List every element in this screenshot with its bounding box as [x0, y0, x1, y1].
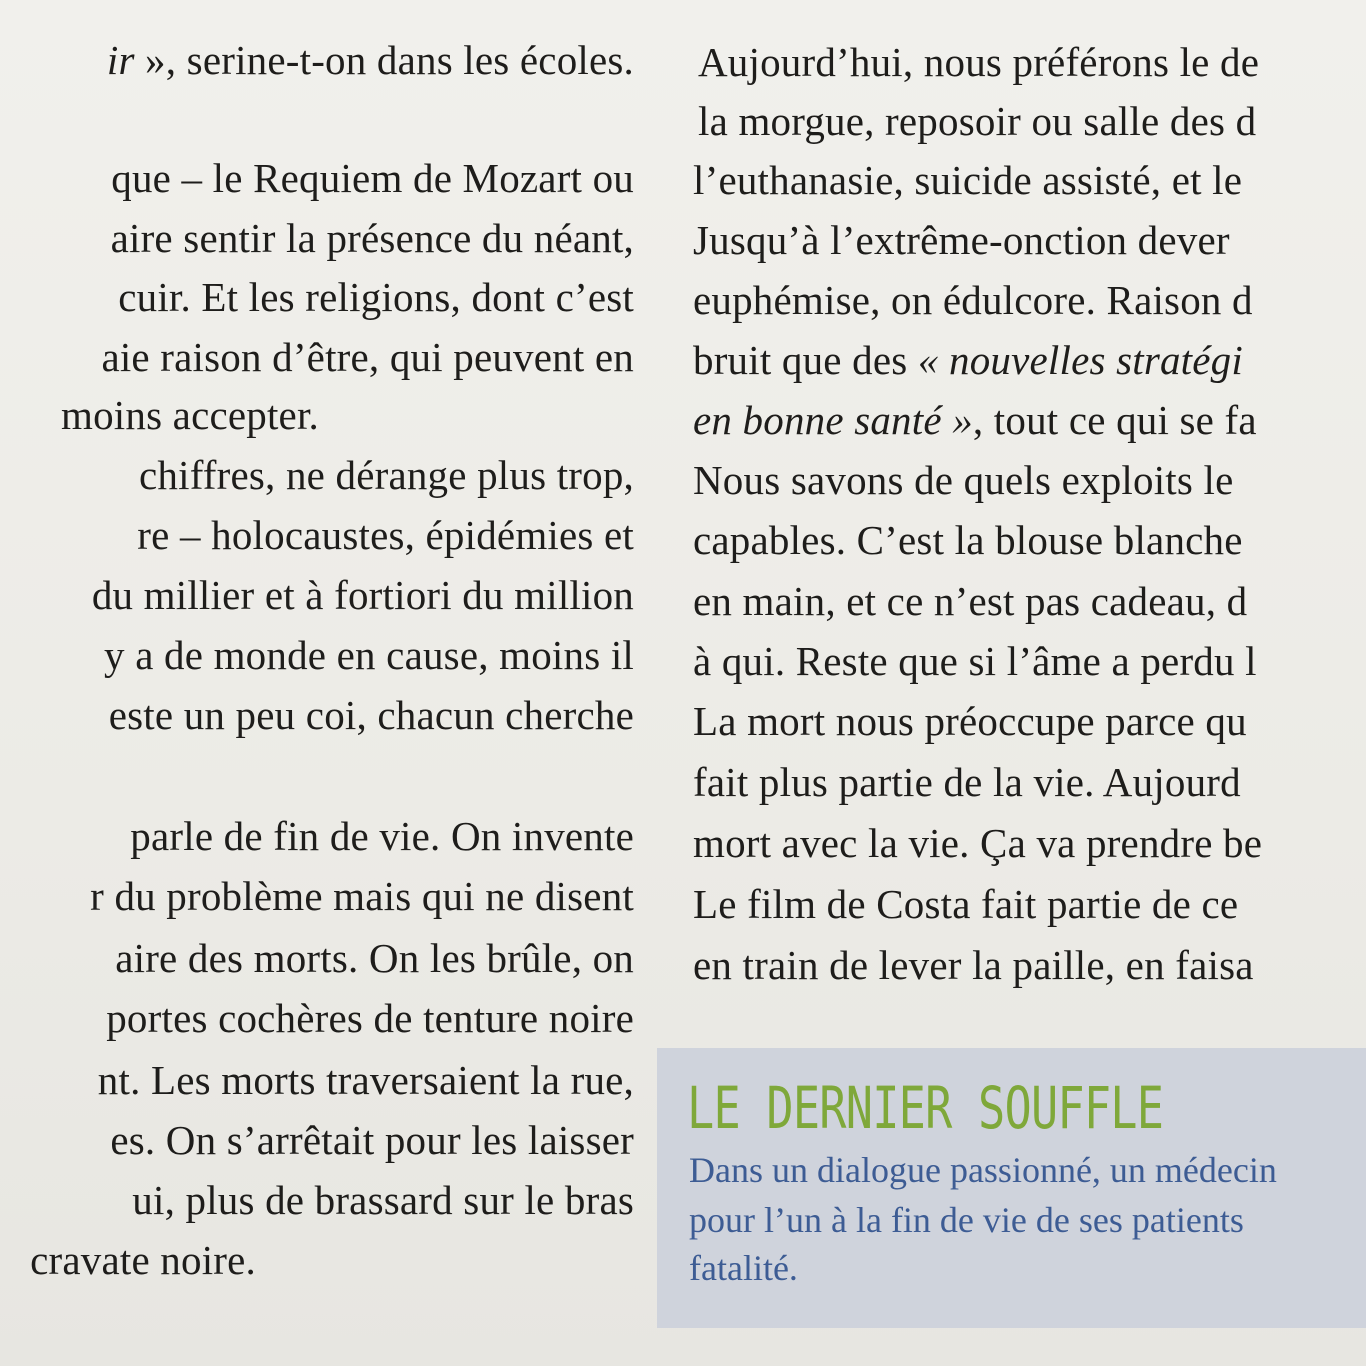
- right-line-8: Nous savons de quels exploits le: [693, 457, 1234, 503]
- left-line-15: portes cochères de tenture noire: [106, 995, 634, 1041]
- left-line-9: du millier et à fortiori du million: [91, 572, 634, 618]
- left-line-1: ir », serine-t-on dans les écoles.: [106, 37, 634, 83]
- sidebox-line-2: pour l’un à la fin de vie de ses patients: [689, 1200, 1244, 1240]
- right-line-2: la morgue, reposoir ou salle des d: [698, 98, 1257, 144]
- left-line-16: nt. Les morts traversaient la rue,: [97, 1057, 634, 1103]
- left-line-7: chiffres, ne dérange plus trop,: [139, 452, 634, 498]
- sidebox-line-1: Dans un dialogue passionné, un médecin: [689, 1150, 1277, 1190]
- right-line-3: l’euthanasie, suicide assisté, et le: [693, 157, 1243, 203]
- right-line-5: euphémise, on édulcore. Raison d: [693, 277, 1253, 323]
- left-line-4: cuir. Et les religions, dont c’est: [118, 274, 634, 320]
- right-line-14: mort avec la vie. Ça va prendre be: [693, 820, 1263, 866]
- left-line-19: cravate noire.: [30, 1237, 256, 1283]
- left-line-18: ui, plus de brassard sur le bras: [132, 1177, 634, 1223]
- right-line-15: Le film de Costa fait partie de ce: [693, 881, 1239, 927]
- left-line-10: y a de monde en cause, moins il: [104, 632, 634, 678]
- sidebox-line-3: fatalité.: [689, 1248, 798, 1288]
- left-line-14: aire des morts. On les brûle, on: [115, 935, 634, 981]
- right-line-12: La mort nous préoccupe parce qu: [693, 698, 1247, 744]
- left-line-13: r du problème mais qui ne disent: [90, 873, 634, 919]
- left-line-2: que – le Requiem de Mozart ou: [111, 155, 634, 201]
- film-sidebox: [657, 1048, 1366, 1328]
- right-line-11: à qui. Reste que si l’âme a perdu l: [693, 638, 1257, 684]
- right-line-4: Jusqu’à l’extrême-onction dever: [693, 217, 1230, 263]
- left-line-5: aie raison d’être, qui peuvent en: [101, 334, 634, 380]
- left-line-8: re – holocaustes, épidémies et: [137, 512, 634, 558]
- left-line-11: este un peu coi, chacun cherche: [108, 692, 634, 738]
- sidebox-title: LE DERNIER SOUFFLE: [687, 1074, 1164, 1142]
- right-line-16: en train de lever la paille, en faisa: [693, 942, 1254, 988]
- left-line-3: aire sentir la présence du néant,: [110, 215, 634, 261]
- right-line-6: bruit que des « nouvelles stratégi: [693, 337, 1243, 383]
- left-line-12: parle de fin de vie. On invente: [130, 813, 634, 859]
- left-line-17: es. On s’arrêtait pour les laisser: [110, 1117, 634, 1163]
- right-line-9: capables. C’est la blouse blanche: [693, 517, 1243, 563]
- right-line-7: en bonne santé », tout ce qui se fa: [693, 397, 1257, 443]
- right-line-13: fait plus partie de la vie. Aujourd: [693, 759, 1241, 805]
- right-line-10: en main, et ce n’est pas cadeau, d: [693, 578, 1248, 624]
- left-line-6: moins accepter.: [60, 392, 319, 438]
- right-line-1: Aujourd’hui, nous préférons le de: [698, 39, 1260, 85]
